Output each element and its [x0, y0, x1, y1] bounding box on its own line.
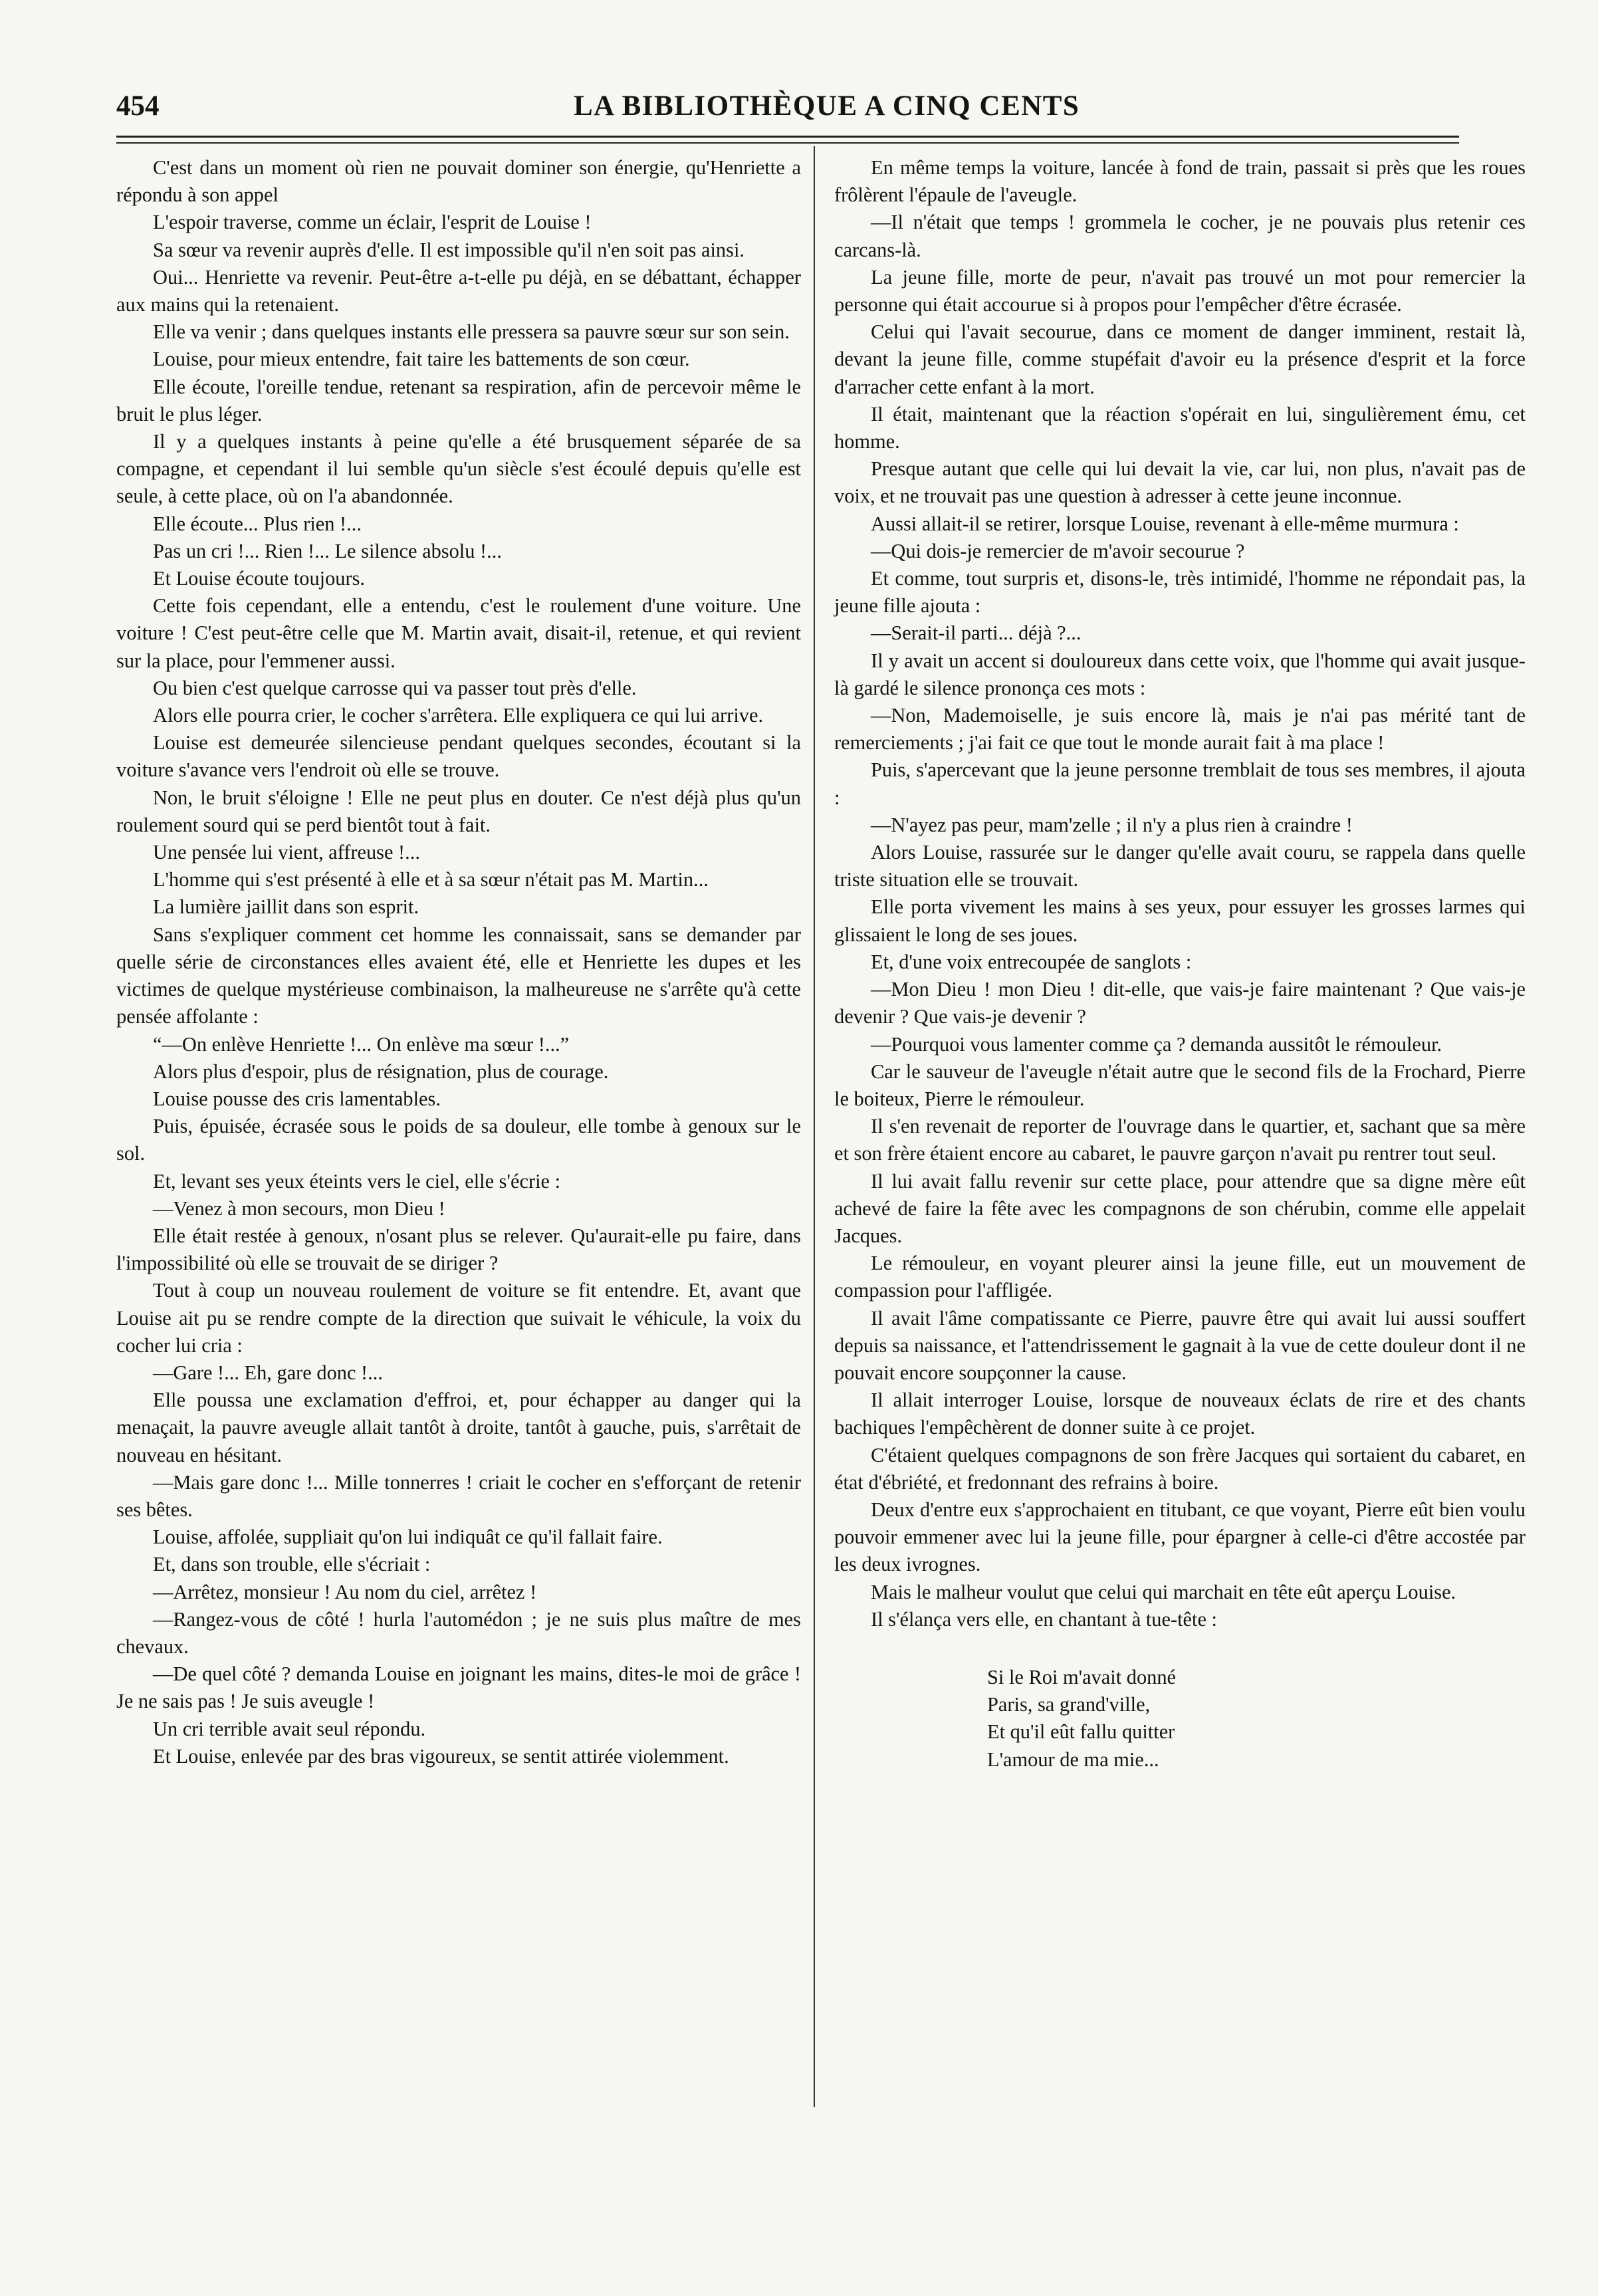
paragraph: En même temps la voiture, lancée à fond de train, passait si près que les roues frôlèrent l'épaule de l'aveugle. — [834, 156, 1526, 207]
column-divider — [814, 146, 815, 2107]
paragraph: Alors Louise, rassurée sur le danger qu'elle avait couru, se rappela dans quelle triste situation elle se trouvait. — [834, 841, 1526, 891]
paragraph: La lumière jaillit dans son esprit. — [153, 895, 419, 919]
paragraph: Il allait interroger Louise, lorsque de nouveaux éclats de rire et des chants bachiques l'empêchèrent de donner suite à ce projet. — [834, 1389, 1526, 1439]
paragraph: —Non, Mademoiselle, je suis encore là, mais je n'ai pas mérité tant de remerciements ; j'ai fait ce que tout le monde aurait fait à ma place ! — [834, 704, 1526, 754]
paragraph: Aussi allait-il se retirer, lorsque Louise, revenant à elle-même murmura : — [871, 512, 1459, 535]
paragraph: Sans s'expliquer comment cet homme les connaissait, sans se demander par quelle série de circonstances elles avaient été, elle et Henriette les dupes et les victimes de quelque mystérieuse combinaison, la malheureuse ne s'arrête qu'à cette pensée affolante : — [116, 923, 801, 1028]
paragraph: Sa sœur va revenir auprès d'elle. Il est impossible qu'il n'en soit pas ainsi. — [153, 238, 744, 261]
running-title: LA BIBLIOTHÈQUE A CINQ CENTS — [574, 90, 1080, 122]
paragraph: L'homme qui s'est présenté à elle et à sa sœur n'était pas M. Martin... — [153, 868, 709, 891]
paragraph: Une pensée lui vient, affreuse !... — [153, 841, 420, 864]
paragraph: Il s'en revenait de reporter de l'ouvrage dans le quartier, et, sachant que sa mère et son frère étaient encore au cabaret, le pauvre garçon n'avait pu rentrer tout seul. — [834, 1115, 1526, 1165]
paragraph: —De quel côté ? demanda Louise en joignant les mains, dites-le moi de grâce ! Je ne sais pas ! Je suis aveugle ! — [116, 1663, 801, 1713]
song-verse — [987, 1664, 1526, 1774]
paragraph: Presque autant que celle qui lui devait la vie, car lui, non plus, n'avait pas de voix, et ne trouvait pas une question à adresser à cette jeune inconnue. — [834, 457, 1526, 508]
paragraph: Louise, pour mieux entendre, fait taire les battements de son cœur. — [153, 348, 690, 371]
paragraph: —Gare !... Eh, gare donc !... — [153, 1361, 383, 1384]
paragraph: —N'ayez pas peur, mam'zelle ; il n'y a plus rien à craindre ! — [871, 813, 1353, 836]
paragraph: Puis, s'apercevant que la jeune personne tremblait de tous ses membres, il ajouta : — [834, 758, 1526, 809]
paragraph: L'espoir traverse, comme un éclair, l'esprit de Louise ! — [153, 211, 592, 234]
paragraph: —Mon Dieu ! mon Dieu ! dit-elle, que vais-je faire maintenant ? Que vais-je devenir ? Que vais-je devenir ? — [834, 978, 1526, 1028]
paragraph: La jeune fille, morte de peur, n'avait pas trouvé un mot pour remercier la personne qui était accourue si à propos pour l'empêcher d'être écrasée. — [834, 265, 1526, 316]
paragraph: Elle va venir ; dans quelques instants elle pressera sa pauvre sœur sur son sein. — [153, 320, 790, 344]
paragraph: Elle était restée à genoux, n'osant plus se relever. Qu'aurait-elle pu faire, dans l'impossibilité où elle se trouvait de se diriger ? — [116, 1224, 801, 1275]
paragraph: Cette fois cependant, elle a entendu, c'est le roulement d'une voiture. Une voiture ! C'est peut-être celle que M. Martin avait, disait-il, retenue, et qui revient sur la place, pour l'emmener aussi. — [116, 594, 801, 672]
paragraph: “—On enlève Henriette !... On enlève ma sœur !...” — [153, 1032, 570, 1056]
paragraph: Elle écoute, l'oreille tendue, retenant sa respiration, afin de percevoir même le bruit le plus léger. — [116, 375, 801, 425]
header-rule-thin — [116, 142, 1459, 144]
verse-line: L'amour de ma mie... — [987, 1748, 1159, 1771]
page-header — [116, 90, 1459, 130]
paragraph: Alors plus d'espoir, plus de résignation, plus de courage. — [153, 1060, 609, 1083]
paragraph: Il lui avait fallu revenir sur cette place, pour attendre que sa digne mère eût achevé de faire la fête avec les compagnons de son chérubin, comme elle appelait Jacques. — [834, 1169, 1526, 1247]
paragraph: Elle poussa une exclamation d'effroi, et, pour échapper au danger qui la menaçait, la pauvre aveugle allait tantôt à droite, tantôt à gauche, puis, s'arrêtait de nouveau en hésitant. — [116, 1389, 801, 1466]
paragraph: Deux d'entre eux s'approchaient en titubant, ce que voyant, Pierre eût bien voulu pouvoir emmener avec lui la jeune fille, pour épargner à celle-ci d'être accostée par les deux ivrognes. — [834, 1498, 1526, 1576]
paragraph: Tout à coup un nouveau roulement de voiture se fit entendre. Et, avant que Louise ait pu se rendre compte de la direction que suivait le véhicule, la voix du cocher lui cria : — [116, 1279, 801, 1357]
paragraph: Il avait l'âme compatissante ce Pierre, pauvre être qui avait lui aussi souffert depuis sa naissance, et l'attendrissement le gagnait à la vue de cette douleur dont il ne pouvait encore soupçonner la cause. — [834, 1306, 1526, 1384]
paragraph: Il y avait un accent si douloureux dans cette voix, que l'homme qui avait jusque-là gardé le silence prononça ces mots : — [834, 649, 1526, 699]
paragraph: Elle porta vivement les mains à ses yeux, pour essuyer les grosses larmes qui glissaient le long de ses joues. — [834, 895, 1526, 946]
paragraph: Mais le malheur voulut que celui qui marchait en tête eût aperçu Louise. — [871, 1580, 1456, 1603]
paragraph: Non, le bruit s'éloigne ! Elle ne peut plus en douter. Ce n'est déjà plus qu'un roulement sourd qui se perd bientôt tout à fait. — [116, 786, 801, 836]
paragraph: Oui... Henriette va revenir. Peut-être a-t-elle pu déjà, en se débattant, échapper aux mains qui la retenaient. — [116, 265, 801, 316]
paragraph: Ou bien c'est quelque carrosse qui va passer tout près d'elle. — [153, 676, 637, 699]
paragraph: Et comme, tout surpris et, disons-le, très intimidé, l'homme ne répondait pas, la jeune fille ajouta : — [834, 567, 1526, 618]
paragraph: Et Louise, enlevée par des bras vigoureux, se sentit attirée violemment. — [153, 1744, 729, 1768]
paragraph: Elle écoute... Plus rien !... — [153, 512, 362, 535]
paragraph: Louise, affolée, suppliait qu'on lui indiquât ce qu'il fallait faire. — [153, 1526, 663, 1549]
paragraph: C'est dans un moment où rien ne pouvait dominer son énergie, qu'Henriette a répondu à son appel — [116, 156, 801, 207]
paragraph: —Pourquoi vous lamenter comme ça ? demanda aussitôt le rémouleur. — [871, 1032, 1442, 1056]
paragraph: Et, levant ses yeux éteints vers le ciel, elle s'écrie : — [153, 1169, 561, 1193]
paragraph: Alors elle pourra crier, le cocher s'arrêtera. Elle expliquera ce qui lui arrive. — [153, 704, 764, 727]
paragraph: Un cri terrible avait seul répondu. — [153, 1717, 426, 1740]
paragraph: Celui qui l'avait secourue, dans ce moment de danger imminent, restait là, devant la jeune fille, comme stupéfait d'avoir eu la présence d'esprit et la force d'arracher cette enfant à la mort. — [834, 320, 1526, 398]
paragraph: —Rangez-vous de côté ! hurla l'automédon ; je ne suis plus maître de mes chevaux. — [116, 1607, 801, 1658]
paragraph: Et, dans son trouble, elle s'écriait : — [153, 1553, 431, 1576]
paragraph: Louise pousse des cris lamentables. — [153, 1087, 441, 1110]
paragraph: Car le sauveur de l'aveugle n'était autre que le second fils de la Frochard, Pierre le boiteux, Pierre le rémouleur. — [834, 1060, 1526, 1110]
paragraph: Et, d'une voix entrecoupée de sanglots : — [871, 950, 1192, 973]
paragraph: —Arrêtez, monsieur ! Au nom du ciel, arrêtez ! — [153, 1580, 537, 1603]
left-column — [116, 154, 801, 1770]
header-rule — [116, 136, 1459, 138]
right-column-paragraphs — [834, 154, 1526, 1633]
paragraph: Louise est demeurée silencieuse pendant quelques secondes, écoutant si la voiture s'avance vers l'endroit où elle se trouve. — [116, 731, 801, 782]
verse-line: Si le Roi m'avait donné — [987, 1665, 1177, 1688]
paragraph: Et Louise écoute toujours. — [153, 567, 366, 590]
paragraph: Il y a quelques instants à peine qu'elle a été brusquement séparée de sa compagne, et cependant il lui semble qu'un siècle s'est écoulé depuis qu'elle est seule, à cette place, où on l'a abandonnée. — [116, 430, 801, 508]
paragraph: —Il n'était que temps ! grommela le cocher, je ne pouvais plus retenir ces carcans-là. — [834, 211, 1526, 261]
paragraph: —Mais gare donc !... Mille tonnerres ! criait le cocher en s'efforçant de retenir ses bêtes. — [116, 1470, 801, 1521]
paragraph: Le rémouleur, en voyant pleurer ainsi la jeune fille, eut un mouvement de compassion pour l'affligée. — [834, 1252, 1526, 1302]
paragraph: Pas un cri !... Rien !... Le silence absolu !... — [153, 539, 502, 562]
paragraph: C'étaient quelques compagnons de son frère Jacques qui sortaient du cabaret, en état d'ébriété, et fredonnant des refrains à boire. — [834, 1443, 1526, 1494]
paragraph: Puis, épuisée, écrasée sous le poids de sa douleur, elle tombe à genoux sur le sol. — [116, 1115, 801, 1165]
verse-line: Paris, sa grand'ville, — [987, 1693, 1151, 1716]
page-number: 454 — [116, 90, 160, 122]
paragraph: Il s'élança vers elle, en chantant à tue-tête : — [871, 1607, 1218, 1631]
paragraph: —Qui dois-je remercier de m'avoir secourue ? — [871, 539, 1245, 562]
paragraph: —Serait-il parti... déjà ?... — [871, 622, 1082, 645]
right-column — [834, 154, 1526, 1774]
verse-line: Et qu'il eût fallu quitter — [987, 1720, 1175, 1744]
paragraph: —Venez à mon secours, mon Dieu ! — [153, 1197, 445, 1220]
paragraph: Il était, maintenant que la réaction s'opérait en lui, singulièrement ému, cet homme. — [834, 402, 1526, 453]
